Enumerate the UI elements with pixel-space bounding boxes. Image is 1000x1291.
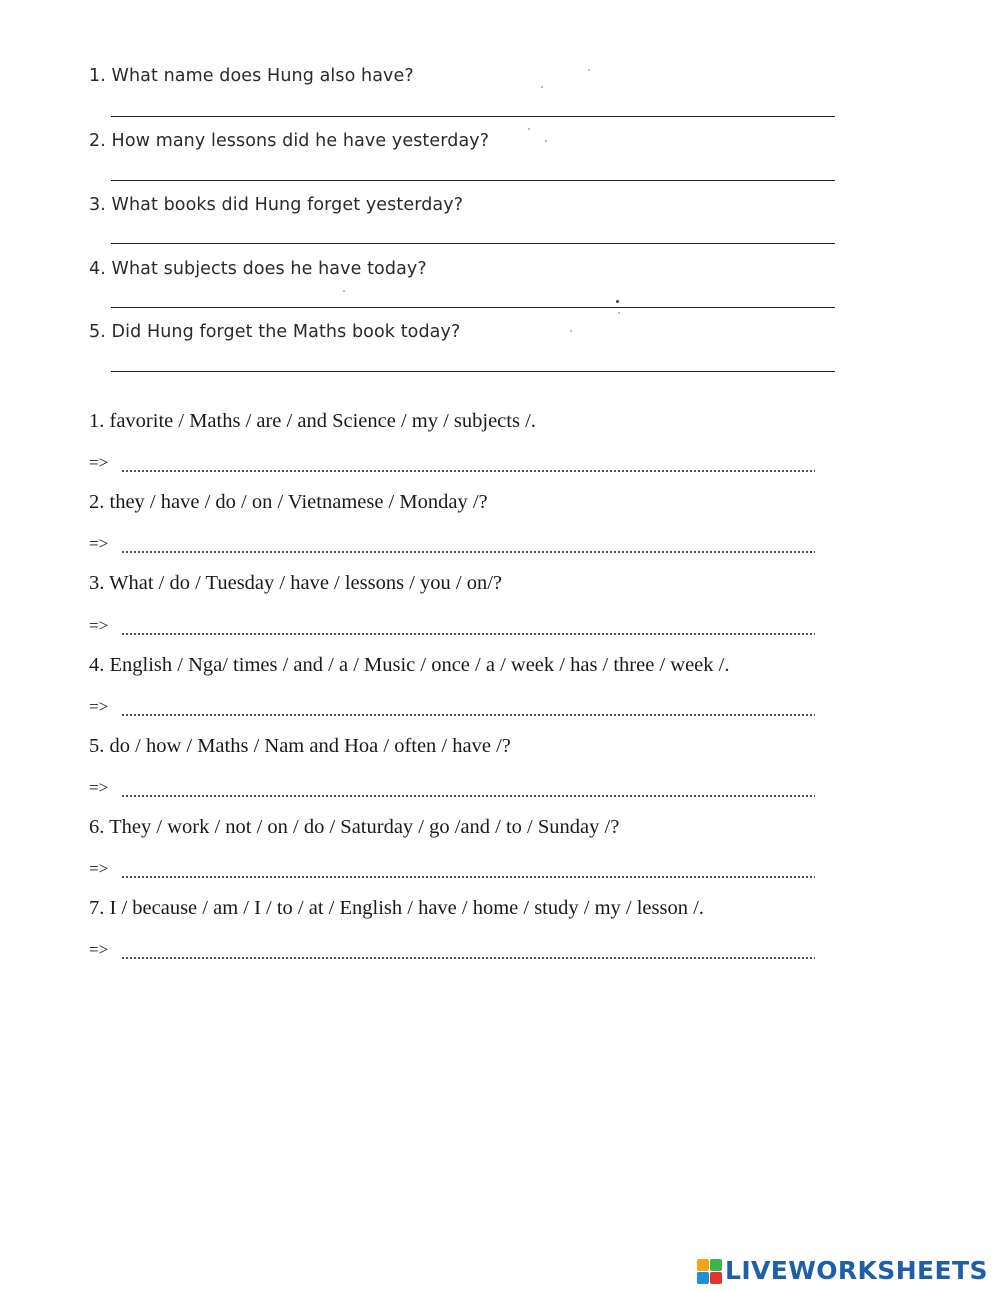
answer-arrow: => bbox=[89, 778, 109, 797]
liveworksheets-logo[interactable] bbox=[697, 1256, 988, 1286]
answer-row-1[interactable] bbox=[89, 453, 815, 475]
logo-square-icon bbox=[697, 1272, 709, 1284]
question-2: 2. How many lessons did he have yesterday? bbox=[89, 131, 490, 151]
reorder-prompt-2: 2. they / have / do / on / Vietnamese / Monday /? bbox=[89, 491, 488, 513]
scan-speck bbox=[343, 290, 345, 292]
reorder-prompt-4: 4. English / Nga/ times / and / a / Music / once / a / week / has / three / week /. bbox=[89, 654, 730, 676]
scan-speck bbox=[618, 312, 620, 314]
scan-speck bbox=[570, 330, 572, 332]
answer-arrow: => bbox=[89, 616, 109, 635]
answer-arrow: => bbox=[89, 453, 109, 472]
reorder-prompt-6: 6. They / work / not / on / do / Saturday / go /and / to / Sunday /? bbox=[89, 816, 620, 838]
answer-arrow: => bbox=[89, 534, 109, 553]
logo-square-icon bbox=[710, 1259, 722, 1271]
brand-name: LIVEWORKSHEETS bbox=[725, 1256, 988, 1285]
answer-line-1[interactable] bbox=[111, 116, 835, 117]
answer-row-4[interactable] bbox=[89, 697, 815, 719]
dotted-answer-line[interactable] bbox=[121, 957, 815, 959]
question-4: 4. What subjects does he have today? bbox=[89, 259, 427, 279]
question-1: 1. What name does Hung also have? bbox=[89, 66, 414, 86]
logo-square-icon bbox=[710, 1272, 722, 1284]
answer-row-6[interactable] bbox=[89, 859, 815, 881]
answer-row-2[interactable] bbox=[89, 534, 815, 556]
answer-line-5[interactable] bbox=[111, 371, 835, 372]
answer-arrow: => bbox=[89, 697, 109, 716]
answer-row-7[interactable] bbox=[89, 940, 815, 962]
dotted-answer-line[interactable] bbox=[121, 551, 815, 553]
answer-line-3[interactable] bbox=[111, 243, 835, 244]
question-3: 3. What books did Hung forget yesterday? bbox=[89, 195, 464, 215]
scan-speck bbox=[545, 140, 547, 142]
dotted-answer-line[interactable] bbox=[121, 714, 815, 716]
scan-speck bbox=[588, 69, 590, 71]
answer-row-3[interactable] bbox=[89, 616, 815, 638]
answer-row-5[interactable] bbox=[89, 778, 815, 800]
logo-square-icon bbox=[697, 1259, 709, 1271]
answer-arrow: => bbox=[89, 940, 109, 959]
reorder-prompt-7: 7. I / because / am / I / to / at / English / have / home / study / my / lesson /. bbox=[89, 897, 704, 919]
dotted-answer-line[interactable] bbox=[121, 795, 815, 797]
scan-speck bbox=[541, 86, 543, 88]
answer-line-2[interactable] bbox=[111, 180, 835, 181]
answer-arrow: => bbox=[89, 859, 109, 878]
scan-speck bbox=[616, 300, 619, 303]
reorder-prompt-5: 5. do / how / Maths / Nam and Hoa / often / have /? bbox=[89, 735, 511, 757]
reorder-prompt-3: 3. What / do / Tuesday / have / lessons / you / on/? bbox=[89, 572, 503, 594]
liveworksheets-logo-icon bbox=[697, 1259, 722, 1284]
answer-line-4[interactable] bbox=[111, 307, 835, 308]
dotted-answer-line[interactable] bbox=[121, 876, 815, 878]
dotted-answer-line[interactable] bbox=[121, 633, 815, 635]
reorder-prompt-1: 1. favorite / Maths / are / and Science / my / subjects /. bbox=[89, 410, 536, 432]
dotted-answer-line[interactable] bbox=[121, 470, 815, 472]
question-5: 5. Did Hung forget the Maths book today? bbox=[89, 322, 461, 342]
scan-speck bbox=[528, 128, 530, 130]
